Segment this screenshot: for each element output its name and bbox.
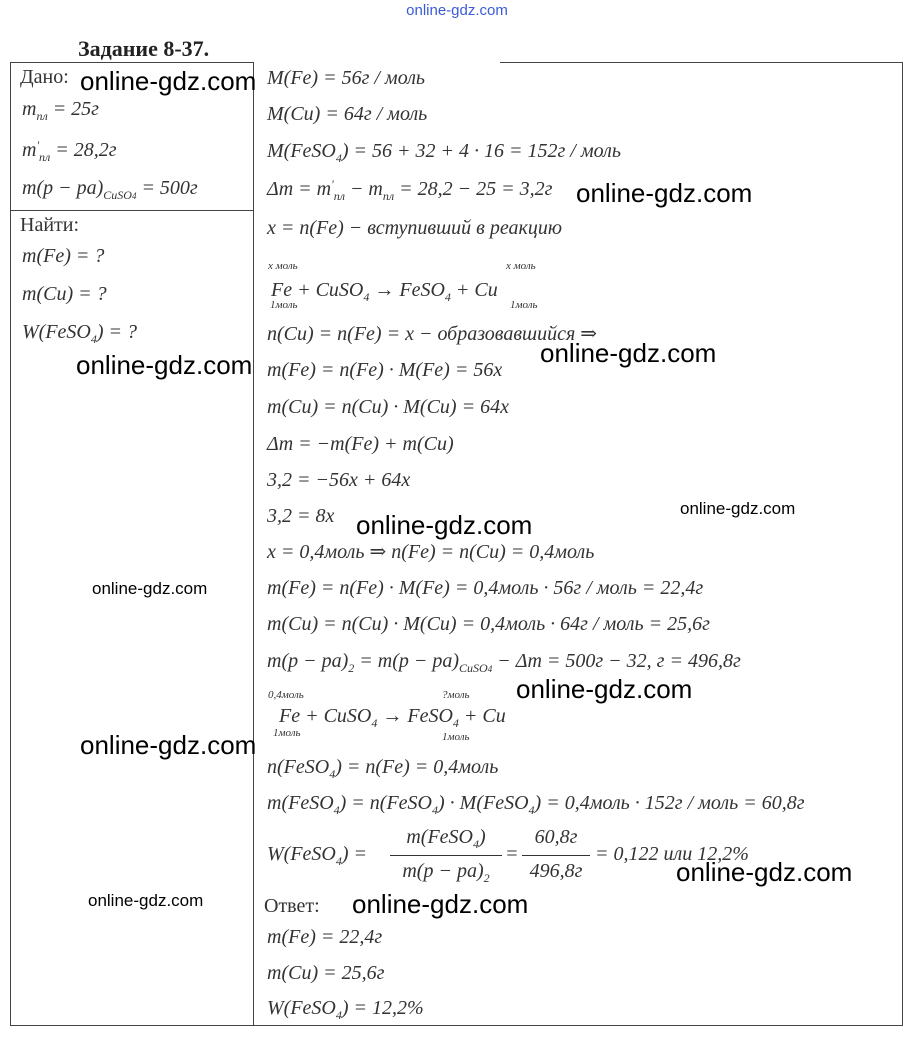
sol-fraction-result: = 0,122 или 12,2% bbox=[595, 843, 749, 865]
table-bottom-border bbox=[10, 1025, 903, 1026]
find-header: Найти: bbox=[20, 214, 80, 236]
watermark: online-gdz.com bbox=[80, 730, 257, 760]
sol-x-definition: x = n(Fe) − вступивший в реакцию bbox=[267, 217, 562, 239]
answer-fraction-feso4: W(FeSO$_4$) = 12,2% bbox=[267, 997, 424, 1022]
find-fraction-feso4: W(FeSO$_4$) = ? bbox=[22, 321, 138, 346]
watermark: online-gdz.com bbox=[676, 857, 853, 887]
table-top-border bbox=[10, 62, 254, 63]
given-mass-plate-after: $m'_{пл} = 28,2г$ bbox=[22, 138, 117, 164]
sol-equation-2: 3,2 = 8x bbox=[267, 505, 335, 527]
watermark: online-gdz.com bbox=[540, 338, 717, 368]
sol-fraction-denominator-2: 496,8г bbox=[529, 860, 583, 882]
sol-new-solution-mass: $m(p - pa)_2 = m(p - pa)_{CuSO4} - \Delta m = 500г - 32$, г = 496,8г bbox=[267, 650, 741, 675]
sol-mass-feso4: m(FeSO$_4$) = n(FeSO$_4$) · M(FeSO$_4$) = 0,4моль · 152г / моль = 60,8г bbox=[267, 792, 805, 817]
sol-fraction-numerator-1: m(FeSO$_4$) bbox=[406, 826, 486, 851]
given-find-divider bbox=[10, 210, 254, 211]
watermark: online-gdz.com bbox=[576, 178, 753, 208]
sol-fraction-denominator-1: $m(p - pa)_2$ bbox=[402, 860, 490, 885]
reaction2-bottom-right: 1моль bbox=[442, 731, 470, 743]
given-mass-plate: $m_{пл} = 25г$ bbox=[22, 98, 99, 123]
reaction1-bottom-left: 1моль bbox=[270, 299, 298, 311]
watermark: online-gdz.com bbox=[352, 889, 529, 919]
find-mass-fe: m(Fe) = ? bbox=[22, 245, 105, 267]
watermark: online-gdz.com bbox=[88, 891, 204, 910]
reaction1-bottom-right: 1моль bbox=[510, 299, 538, 311]
sol-n-feso4: n(FeSO$_4$) = n(Fe) = 0,4моль bbox=[267, 756, 499, 781]
answer-mass-cu: m(Cu) = 25,6г bbox=[267, 962, 385, 984]
reaction2-bottom-left: 1моль bbox=[273, 727, 301, 739]
watermark: online-gdz.com bbox=[356, 510, 533, 540]
sol-equation-1: 3,2 = −56x + 64x bbox=[267, 469, 411, 491]
watermark: online-gdz.com bbox=[80, 66, 257, 96]
sol-mass-fe-x: m(Fe) = n(Fe) · M(Fe) = 56x bbox=[267, 359, 503, 381]
find-mass-cu: m(Cu) = ? bbox=[22, 283, 107, 305]
table-divider bbox=[253, 62, 254, 1026]
site-watermark-top: online-gdz.com bbox=[406, 2, 508, 19]
reaction2-top-left: 0,4моль bbox=[268, 689, 304, 701]
sol-fraction-left: W(FeSO$_4$) = bbox=[267, 843, 368, 868]
reaction2-top-right: ?моль bbox=[442, 689, 470, 701]
given-header: Дано: bbox=[20, 66, 69, 88]
reaction1-top-left: x моль bbox=[268, 260, 298, 272]
watermark: online-gdz.com bbox=[92, 579, 208, 598]
sol-mass-cu-value: m(Cu) = n(Cu) · M(Cu) = 0,4моль · 64г / моль = 25,6г bbox=[267, 613, 710, 635]
sol-fraction-bar-1 bbox=[390, 855, 502, 856]
sol-x-value: x = 0,4моль ⇒ n(Fe) = n(Cu) = 0,4моль bbox=[267, 541, 595, 563]
sol-delta-mass-expr: Δm = −m(Fe) + m(Cu) bbox=[267, 433, 454, 455]
table-top-border-right bbox=[500, 62, 903, 63]
table-right-border bbox=[902, 62, 903, 1026]
sol-n-cu-equals-n-fe: n(Cu) = n(Fe) = x − образовавшийся ⇒ bbox=[267, 323, 598, 345]
table-left-border bbox=[10, 62, 11, 1026]
sol-fraction-equals: = bbox=[505, 843, 519, 865]
answer-mass-fe: m(Fe) = 22,4г bbox=[267, 926, 383, 948]
watermark: online-gdz.com bbox=[680, 499, 796, 518]
answer-header: Ответ: bbox=[264, 895, 320, 917]
sol-delta-mass: $\Delta m = m'_{пл} - m_{пл} = 28,2 - 25 = 3,2г$ bbox=[267, 177, 553, 203]
reaction1-top-right: x моль bbox=[506, 260, 536, 272]
sol-fraction-numerator-2: 60,8г bbox=[534, 826, 578, 848]
task-title: Задание 8-37. bbox=[78, 36, 210, 61]
watermark: online-gdz.com bbox=[76, 350, 253, 380]
reaction2-equation: Fe + CuSO$_4$ → FeSO$_4$ + Cu bbox=[279, 705, 506, 730]
sol-molar-mass-feso4: M(FeSO$_4$) = 56 + 32 + 4 · 16 = 152г / моль bbox=[267, 140, 621, 165]
reaction1-equation: Fe + CuSO$_4$ → FeSO$_4$ + Cu bbox=[271, 279, 498, 304]
sol-molar-mass-fe: M(Fe) = 56г / моль bbox=[267, 67, 426, 89]
sol-molar-mass-cu: M(Cu) = 64г / моль bbox=[267, 103, 428, 125]
sol-fraction-bar-2 bbox=[522, 855, 590, 856]
sol-mass-cu-x: m(Cu) = n(Cu) · M(Cu) = 64x bbox=[267, 396, 509, 418]
given-solution-mass: $m(p - pa)_{CuSO4} = 500г$ bbox=[22, 177, 198, 202]
sol-mass-fe-value: m(Fe) = n(Fe) · M(Fe) = 0,4моль · 56г / моль = 22,4г bbox=[267, 577, 704, 599]
watermark: online-gdz.com bbox=[516, 674, 693, 704]
